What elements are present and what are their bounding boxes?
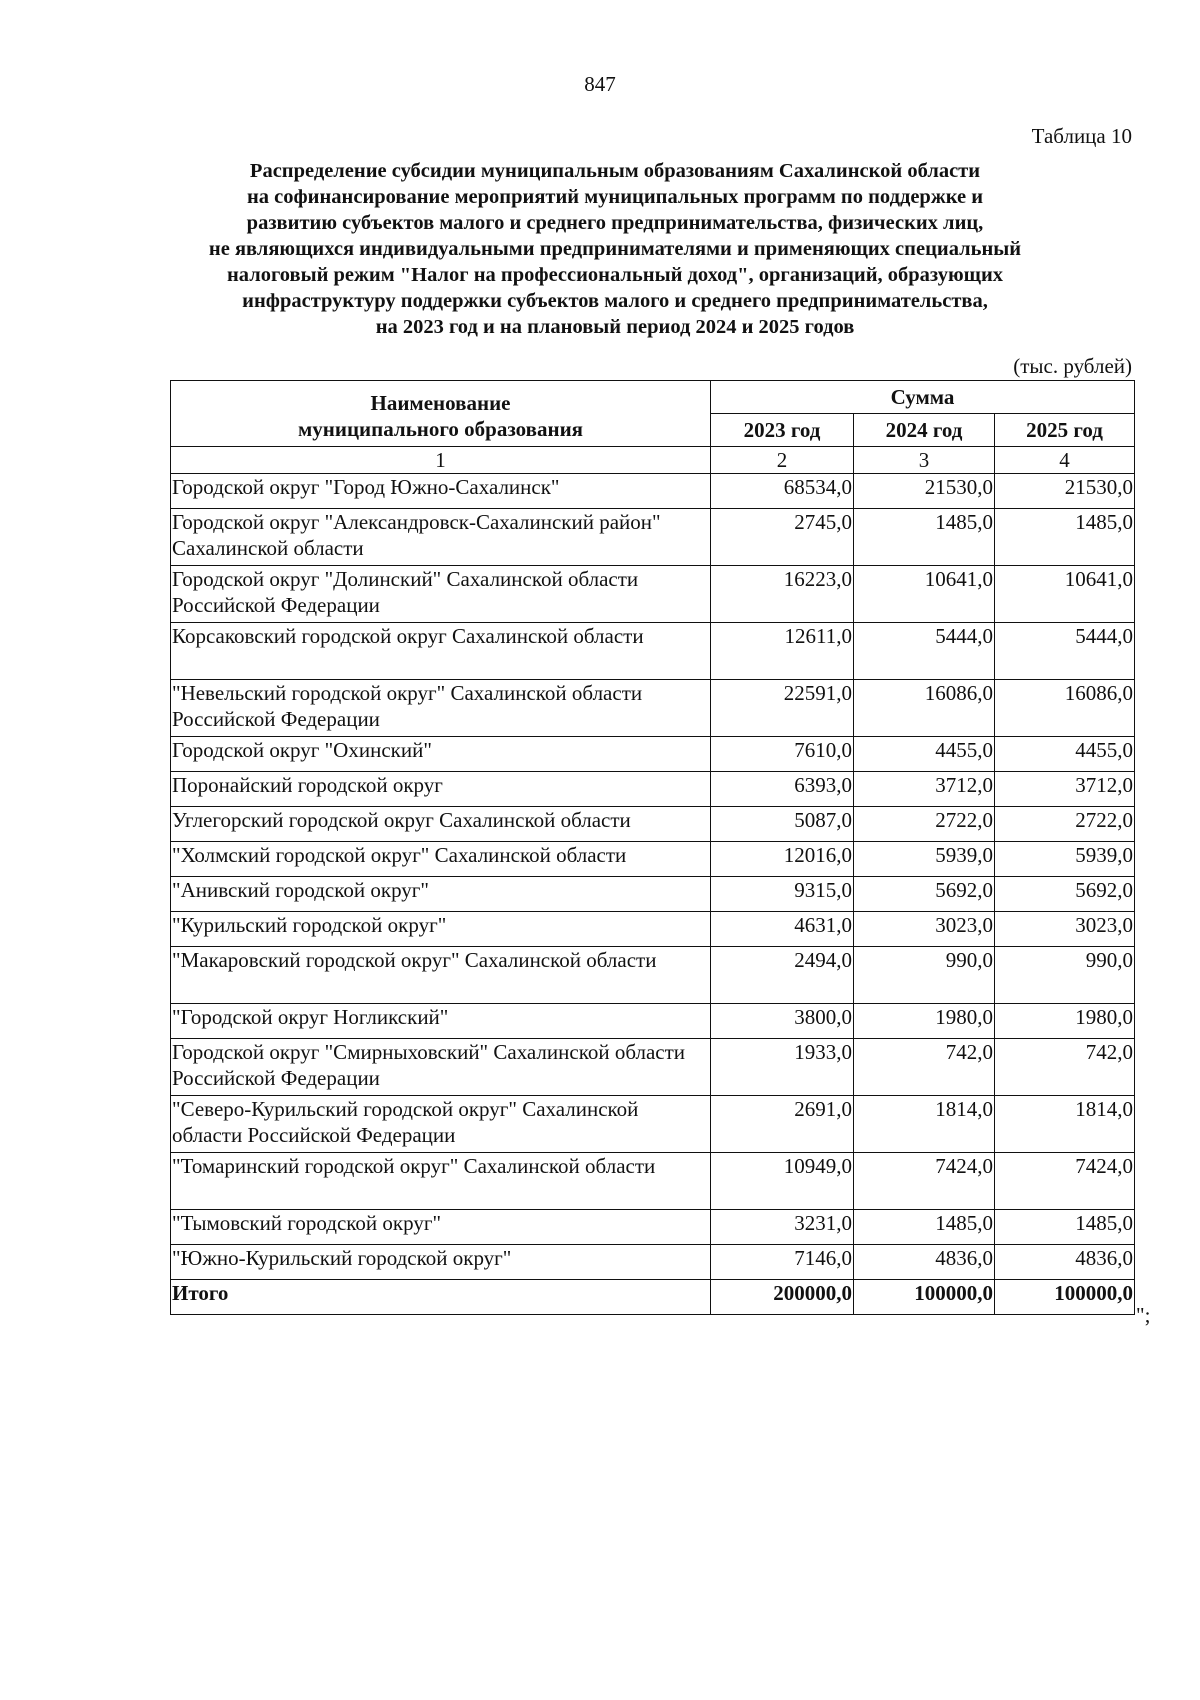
table-row xyxy=(171,912,1135,947)
value-2024: 10641,0 xyxy=(854,566,995,623)
municipality-name: Городской округ "Александровск-Сахалинский район" Сахалинской области xyxy=(171,509,711,566)
title-line: на софинансирование мероприятий муниципальных программ по поддержке и xyxy=(246,186,984,208)
table-row xyxy=(171,737,1135,772)
municipality-name: Городской округ "Долинский" Сахалинской области Российской Федерации xyxy=(171,566,711,623)
total-2025: 100000,0 xyxy=(995,1280,1135,1315)
value-2024: 3023,0 xyxy=(854,912,995,947)
value-2025: 742,0 xyxy=(995,1039,1135,1096)
municipality-name: Корсаковский городской округ Сахалинской области xyxy=(171,623,711,680)
value-2024: 21530,0 xyxy=(854,474,995,509)
total-2023: 200000,0 xyxy=(711,1280,854,1315)
value-2023: 68534,0 xyxy=(711,474,854,509)
value-2025: 3023,0 xyxy=(995,912,1135,947)
closing-quote-mark: "; xyxy=(1136,1303,1151,1327)
value-2025: 1814,0 xyxy=(995,1096,1135,1153)
municipality-name: "Анивский городской округ" xyxy=(171,877,711,912)
value-2023: 2691,0 xyxy=(711,1096,854,1153)
column-number: 2 xyxy=(711,447,854,474)
column-number: 4 xyxy=(995,447,1135,474)
title-line: Распределение субсидии муниципальным образованиям Сахалинской области xyxy=(249,160,981,182)
value-2024: 5444,0 xyxy=(854,623,995,680)
value-2025: 1980,0 xyxy=(995,1004,1135,1039)
value-2025: 5939,0 xyxy=(995,842,1135,877)
value-2024: 1485,0 xyxy=(854,1210,995,1245)
header-name-line: Наименование xyxy=(370,390,511,415)
title-line: не являющихся индивидуальными предпринимателями и применяющих специальный xyxy=(208,238,1022,260)
table-row xyxy=(171,1039,1135,1096)
municipality-name: "Томаринский городской округ" Сахалинской области xyxy=(171,1153,711,1210)
value-2025: 4836,0 xyxy=(995,1245,1135,1280)
table-row xyxy=(171,842,1135,877)
table-row xyxy=(171,947,1135,1004)
value-2024: 3712,0 xyxy=(854,772,995,807)
value-2023: 1933,0 xyxy=(711,1039,854,1096)
value-2024: 990,0 xyxy=(854,947,995,1004)
title-line: развитию субъектов малого и среднего предпринимательства, физических лиц, xyxy=(246,212,984,234)
municipality-name: "Холмский городской округ" Сахалинской области xyxy=(171,842,711,877)
unit-label: (тыс. рублей) xyxy=(1013,354,1132,378)
value-2024: 4455,0 xyxy=(854,737,995,772)
municipality-name: "Макаровский городской округ" Сахалинской области xyxy=(171,947,711,1004)
municipality-name: Городской округ "Смирныховский" Сахалинской области Российской Федерации xyxy=(171,1039,711,1096)
value-2023: 16223,0 xyxy=(711,566,854,623)
municipality-name: Углегорский городской округ Сахалинской области xyxy=(171,807,711,842)
table-label: Таблица 10 xyxy=(1031,124,1132,148)
table-row xyxy=(171,474,1135,509)
table-row xyxy=(171,680,1135,737)
column-number: 1 xyxy=(171,447,711,474)
column-number: 3 xyxy=(854,447,995,474)
header-year-2023: 2023 год xyxy=(711,414,854,447)
value-2023: 7146,0 xyxy=(711,1245,854,1280)
value-2025: 16086,0 xyxy=(995,680,1135,737)
title-line: на 2023 год и на плановый период 2024 и 2025 годов xyxy=(375,316,855,338)
value-2025: 7424,0 xyxy=(995,1153,1135,1210)
value-2023: 5087,0 xyxy=(711,807,854,842)
header-year-2024: 2024 год xyxy=(854,414,995,447)
table-row xyxy=(171,877,1135,912)
value-2025: 21530,0 xyxy=(995,474,1135,509)
value-2025: 1485,0 xyxy=(995,509,1135,566)
total-label: Итого xyxy=(171,1280,711,1315)
table-row xyxy=(171,772,1135,807)
value-2025: 4455,0 xyxy=(995,737,1135,772)
value-2024: 1485,0 xyxy=(854,509,995,566)
value-2023: 12016,0 xyxy=(711,842,854,877)
value-2025: 10641,0 xyxy=(995,566,1135,623)
value-2025: 2722,0 xyxy=(995,807,1135,842)
value-2024: 7424,0 xyxy=(854,1153,995,1210)
value-2024: 1980,0 xyxy=(854,1004,995,1039)
value-2025: 5692,0 xyxy=(995,877,1135,912)
municipality-name: Поронайский городской округ xyxy=(171,772,711,807)
header-name-line: муниципального образования xyxy=(297,416,584,441)
value-2024: 742,0 xyxy=(854,1039,995,1096)
value-2024: 1814,0 xyxy=(854,1096,995,1153)
title-line: инфраструктуру поддержки субъектов малого и среднего предпринимательства, xyxy=(242,290,988,312)
table-row xyxy=(171,1210,1135,1245)
value-2023: 12611,0 xyxy=(711,623,854,680)
value-2023: 10949,0 xyxy=(711,1153,854,1210)
municipality-name: "Северо-Курильский городской округ" Сахалинской области Российской Федерации xyxy=(171,1096,711,1153)
value-2023: 22591,0 xyxy=(711,680,854,737)
municipality-name: Городской округ "Охинский" xyxy=(171,737,711,772)
table-row xyxy=(171,509,1135,566)
value-2023: 3231,0 xyxy=(711,1210,854,1245)
value-2025: 5444,0 xyxy=(995,623,1135,680)
table-row xyxy=(171,566,1135,623)
value-2023: 2745,0 xyxy=(711,509,854,566)
total-2024: 100000,0 xyxy=(854,1280,995,1315)
value-2025: 990,0 xyxy=(995,947,1135,1004)
subsidy-table xyxy=(170,380,1135,1315)
value-2024: 5692,0 xyxy=(854,877,995,912)
value-2024: 4836,0 xyxy=(854,1245,995,1280)
value-2025: 1485,0 xyxy=(995,1210,1135,1245)
table-row xyxy=(171,1153,1135,1210)
header-name xyxy=(171,381,711,447)
value-2023: 3800,0 xyxy=(711,1004,854,1039)
value-2023: 4631,0 xyxy=(711,912,854,947)
total-row xyxy=(171,1280,1135,1315)
municipality-name: "Городской округ Ногликский" xyxy=(171,1004,711,1039)
municipality-name: "Курильский городской округ" xyxy=(171,912,711,947)
table-row xyxy=(171,1004,1135,1039)
table-row xyxy=(171,1096,1135,1153)
value-2024: 5939,0 xyxy=(854,842,995,877)
municipality-name: "Невельский городской округ" Сахалинской области Российской Федерации xyxy=(171,680,711,737)
value-2023: 9315,0 xyxy=(711,877,854,912)
value-2024: 16086,0 xyxy=(854,680,995,737)
header-sum: Сумма xyxy=(711,381,1135,414)
table-row xyxy=(171,807,1135,842)
header-row xyxy=(171,381,1135,414)
column-number-row xyxy=(171,447,1135,474)
header-year-2025: 2025 год xyxy=(995,414,1135,447)
value-2023: 6393,0 xyxy=(711,772,854,807)
table-row xyxy=(171,1245,1135,1280)
municipality-name: "Южно-Курильский городской округ" xyxy=(171,1245,711,1280)
table-row xyxy=(171,623,1135,680)
title-line: налоговый режим "Налог на профессиональный доход", организаций, образующих xyxy=(226,264,1004,286)
page-number: 847 xyxy=(584,72,616,96)
municipality-name: Городской округ "Город Южно-Сахалинск" xyxy=(171,474,711,509)
value-2023: 2494,0 xyxy=(711,947,854,1004)
value-2023: 7610,0 xyxy=(711,737,854,772)
table-title xyxy=(140,158,1090,340)
value-2025: 3712,0 xyxy=(995,772,1135,807)
value-2024: 2722,0 xyxy=(854,807,995,842)
municipality-name: "Тымовский городской округ" xyxy=(171,1210,711,1245)
